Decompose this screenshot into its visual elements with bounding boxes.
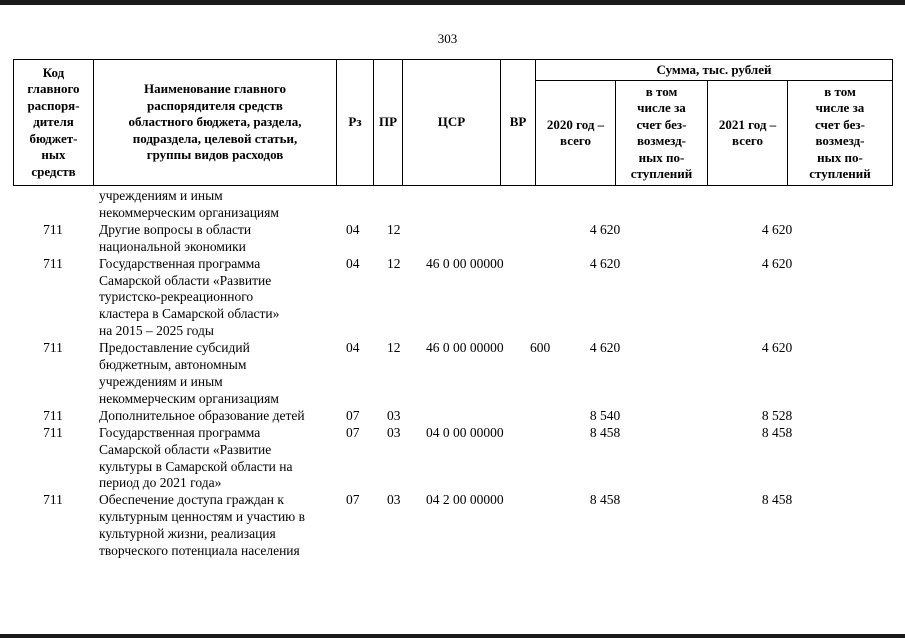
pr-cell: 03 <box>387 492 401 508</box>
sum-2020-cell: 8 540 <box>589 407 621 423</box>
header-line: распорядителя средств <box>147 97 283 113</box>
header-line: распоря- <box>27 97 80 113</box>
header-line: группы видов расходов <box>146 147 284 163</box>
pr-cell: 03 <box>387 407 401 423</box>
rz-cell: 04 <box>346 255 360 271</box>
name-cell <box>93 425 342 493</box>
table-row <box>13 492 892 560</box>
name-line: творческого потенциала населения <box>99 543 300 559</box>
header-line: всего <box>732 133 763 148</box>
name-cell <box>93 492 342 560</box>
sum-2021-cell: 4 620 <box>761 340 793 356</box>
table-row <box>13 408 892 425</box>
pr-cell: 12 <box>387 340 401 356</box>
header-rz: Рз <box>337 60 374 186</box>
sum-2020-cell: 8 458 <box>589 492 621 508</box>
table-row <box>13 188 892 222</box>
header-line: ных <box>41 147 66 163</box>
name-line: туристско-рекреационного <box>99 289 254 305</box>
csr-cell: 04 0 00 00000 <box>426 424 504 440</box>
csr-cell: 46 0 00 00000 <box>426 255 504 271</box>
header-name <box>94 60 337 186</box>
header-line: в том <box>824 83 856 99</box>
header-line: ных по- <box>817 149 863 165</box>
sum-2021-cell: 4 620 <box>761 221 793 237</box>
header-2021-bezvozm <box>788 81 893 186</box>
header-2020-total <box>536 81 616 186</box>
sum-2020-cell: 4 620 <box>589 221 621 237</box>
header-line: областного бюджета, раздела, <box>128 114 302 130</box>
name-line: Предоставление субсидий <box>99 340 250 356</box>
csr-cell: 46 0 00 00000 <box>426 340 504 356</box>
bottom-border <box>0 634 905 638</box>
sum-2020-cell: 4 620 <box>589 255 621 271</box>
rz-cell: 07 <box>346 492 360 508</box>
csr-cell: 04 2 00 00000 <box>426 492 504 508</box>
sum-2020-cell: 4 620 <box>589 340 621 356</box>
pr-cell: 12 <box>387 221 401 237</box>
name-line: некоммерческим организациям <box>99 204 279 220</box>
header-2021-total <box>708 81 788 186</box>
table-row <box>13 222 892 256</box>
name-cell <box>93 188 342 222</box>
header-line: ступлений <box>809 166 871 181</box>
name-line: период до 2021 года» <box>99 475 222 491</box>
header-line: подраздела, целевой статьи, <box>132 130 298 146</box>
header-line: ных по- <box>638 149 685 165</box>
table-header <box>13 59 893 186</box>
header-csr: ЦСР <box>403 60 501 186</box>
name-line: бюджетным, автономным <box>99 357 247 373</box>
name-cell <box>93 408 342 425</box>
name-line: Другие вопросы в области <box>99 221 252 237</box>
header-line: средств <box>31 163 76 179</box>
name-line: учреждениям и иным <box>99 188 223 203</box>
top-border <box>0 0 905 5</box>
header-kod <box>14 60 94 186</box>
pr-cell: 03 <box>387 424 401 440</box>
header-line: ступлений <box>630 166 693 181</box>
kod-cell: 711 <box>43 407 63 423</box>
header-line: всего <box>560 133 591 148</box>
sum-2021-cell: 4 620 <box>761 255 793 271</box>
rz-cell: 07 <box>346 407 360 423</box>
name-line: некоммерческим организациям <box>99 390 279 406</box>
pr-cell: 12 <box>387 255 401 271</box>
name-line: Самарской области «Развитие <box>99 441 272 457</box>
header-line: 2020 год – <box>546 116 605 132</box>
name-line: Государственная программа <box>99 255 261 271</box>
sum-2021-cell: 8 458 <box>761 492 793 508</box>
header-line: дителя <box>33 114 74 130</box>
header-line: счет без- <box>636 116 687 132</box>
header-sum-group: Сумма, тыс. рублей <box>536 60 893 81</box>
kod-cell: 711 <box>43 255 63 271</box>
page-number: 303 <box>437 31 458 46</box>
header-line: возмезд- <box>815 133 865 148</box>
sum-2021-cell: 8 458 <box>761 424 793 440</box>
name-cell <box>93 340 342 408</box>
header-2020-bezvozm <box>616 81 708 186</box>
header-line: Код <box>42 64 65 80</box>
kod-cell: 711 <box>43 340 63 356</box>
name-line: на 2015 – 2025 годы <box>99 323 214 339</box>
header-line: числе за <box>815 100 865 115</box>
name-line: Государственная программа <box>99 424 261 440</box>
header-line: 2021 год – <box>718 116 777 132</box>
name-line: культурным ценностям и участию в <box>99 509 306 525</box>
header-vr: ВР <box>501 60 536 186</box>
rz-cell: 04 <box>346 221 360 237</box>
name-line: культуры в Самарской области на <box>99 458 293 474</box>
name-line: Дополнительное образование детей <box>99 407 305 423</box>
header-line: числе за <box>637 100 686 115</box>
table-row <box>13 256 892 341</box>
name-cell <box>93 256 342 341</box>
header-line: в том <box>645 83 678 99</box>
header-line: возмезд- <box>637 133 686 148</box>
name-line: учреждениям и иным <box>99 373 223 389</box>
name-line: Обеспечение доступа граждан к <box>99 492 284 508</box>
header-line: счет без- <box>815 116 865 132</box>
name-line: национальной экономики <box>99 238 246 254</box>
rz-cell: 07 <box>346 424 360 440</box>
vr-cell: 600 <box>530 340 551 356</box>
header-pr: ПР <box>374 60 403 186</box>
table-body <box>13 188 892 560</box>
sum-2020-cell: 8 458 <box>589 424 621 440</box>
header-line: бюджет- <box>29 130 78 146</box>
name-line: кластера в Самарской области» <box>99 306 280 322</box>
table-row <box>13 425 892 493</box>
table-row <box>13 340 892 408</box>
kod-cell: 711 <box>43 492 63 508</box>
kod-cell: 711 <box>43 424 63 440</box>
name-line: культурной жизни, реализация <box>99 526 276 542</box>
name-line: Самарской области «Развитие <box>99 272 272 288</box>
sum-2021-cell: 8 528 <box>761 407 793 423</box>
rz-cell: 04 <box>346 340 360 356</box>
name-cell <box>93 222 342 256</box>
kod-cell: 711 <box>43 221 63 237</box>
header-line: Наименование главного <box>143 81 287 97</box>
header-line: главного <box>27 81 80 97</box>
